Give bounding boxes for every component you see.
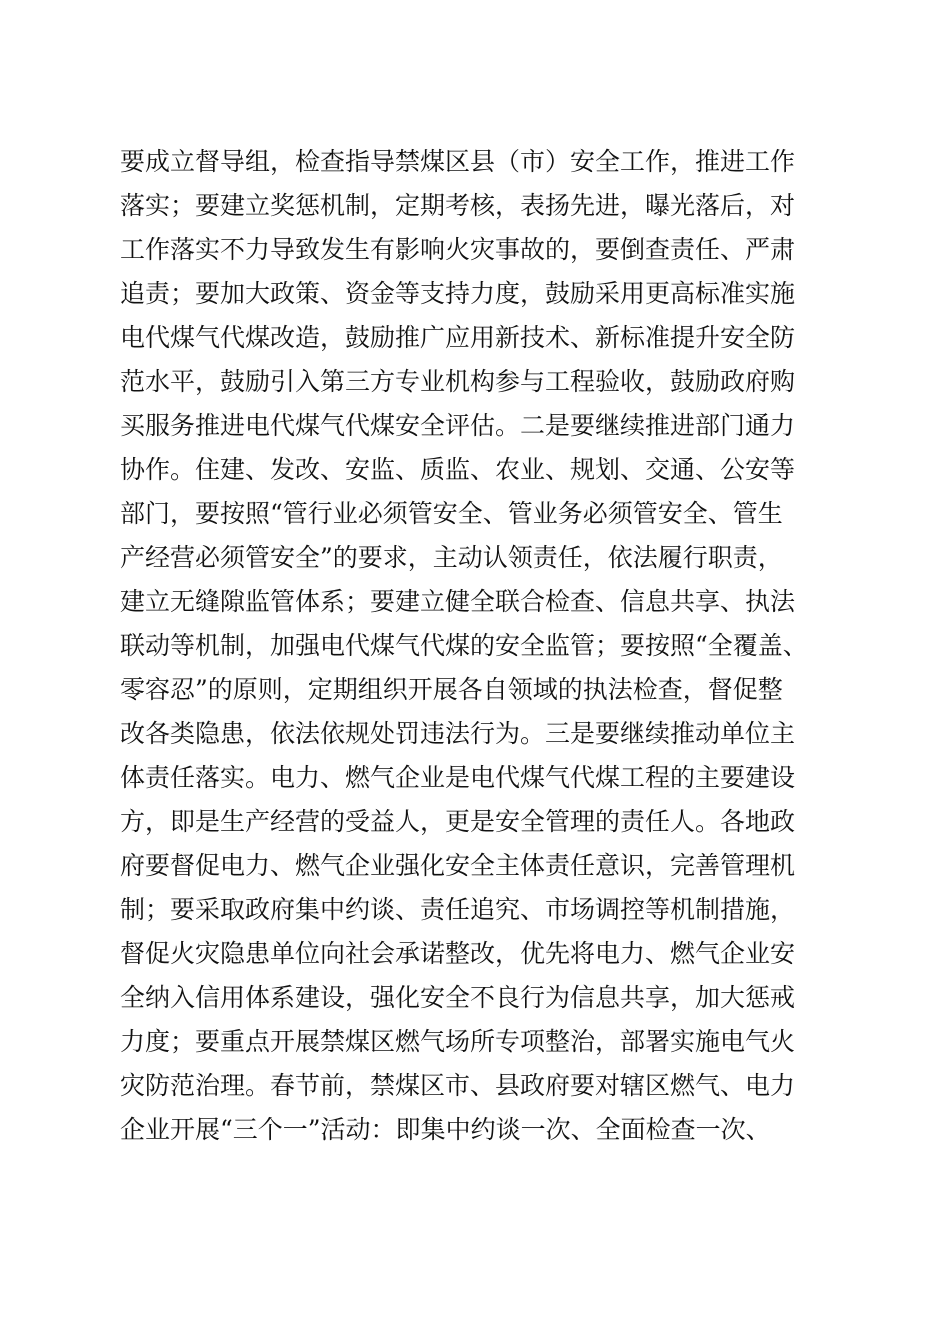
text-line: 力度；要重点开展禁煤区燃气场所专项整治，部署实施电气火 — [120, 1027, 796, 1056]
text-line: 方，即是生产经营的受益人，更是安全管理的责任人。各地政 — [120, 807, 796, 836]
text-line: 范水平，鼓励引入第三方专业机构参与工程验收，鼓励政府购 — [120, 367, 796, 396]
text-line: 协作。住建、发改、安监、质监、农业、规划、交通、公安等 — [120, 455, 796, 484]
text-line: 产经营必须管安全”的要求，主动认领责任，依法履行职责， — [120, 543, 783, 572]
text-line: 追责；要加大政策、资金等支持力度，鼓励采用更高标准实施 — [120, 279, 796, 308]
text-line: 电代煤气代煤改造，鼓励推广应用新技术、新标准提升安全防 — [120, 323, 796, 352]
text-line: 制；要采取政府集中约谈、责任追究、市场调控等机制措施， — [120, 895, 796, 924]
body-text — [120, 140, 840, 1152]
text-line: 体责任落实。电力、燃气企业是电代煤气代煤工程的主要建设 — [120, 763, 796, 792]
text-line: 部门，要按照“管行业必须管安全、管业务必须管安全、管生 — [120, 499, 783, 528]
text-line: 落实；要建立奖惩机制，定期考核，表扬先进，曝光落后，对 — [120, 191, 796, 220]
text-line: 工作落实不力导致发生有影响火灾事故的，要倒查责任、严肃 — [120, 235, 796, 264]
text-line: 零容忍”的原则，定期组织开展各自领域的执法检查，督促整 — [120, 675, 783, 704]
text-line: 灾防范治理。春节前，禁煤区市、县政府要对辖区燃气、电力 — [120, 1071, 796, 1100]
text-line: 府要督促电力、燃气企业强化安全主体责任意识，完善管理机 — [120, 851, 796, 880]
text-line: 改各类隐患，依法依规处罚违法行为。三是要继续推动单位主 — [120, 719, 796, 748]
text-line: 全纳入信用体系建设，强化安全不良行为信息共享，加大惩戒 — [120, 983, 796, 1012]
text-line: 建立无缝隙监管体系；要建立健全联合检查、信息共享、执法 — [120, 587, 796, 616]
text-line: 联动等机制，加强电代煤气代煤的安全监管；要按照“全覆盖、 — [120, 631, 808, 660]
text-line: 企业开展“三个一”活动：即集中约谈一次、全面检查一次、 — [120, 1115, 771, 1144]
text-line: 买服务推进电代煤气代煤安全评估。二是要继续推进部门通力 — [120, 411, 796, 440]
text-line: 要成立督导组，检查指导禁煤区县（市）安全工作，推进工作 — [120, 147, 796, 176]
text-line: 督促火灾隐患单位向社会承诺整改，优先将电力、燃气企业安 — [120, 939, 796, 968]
